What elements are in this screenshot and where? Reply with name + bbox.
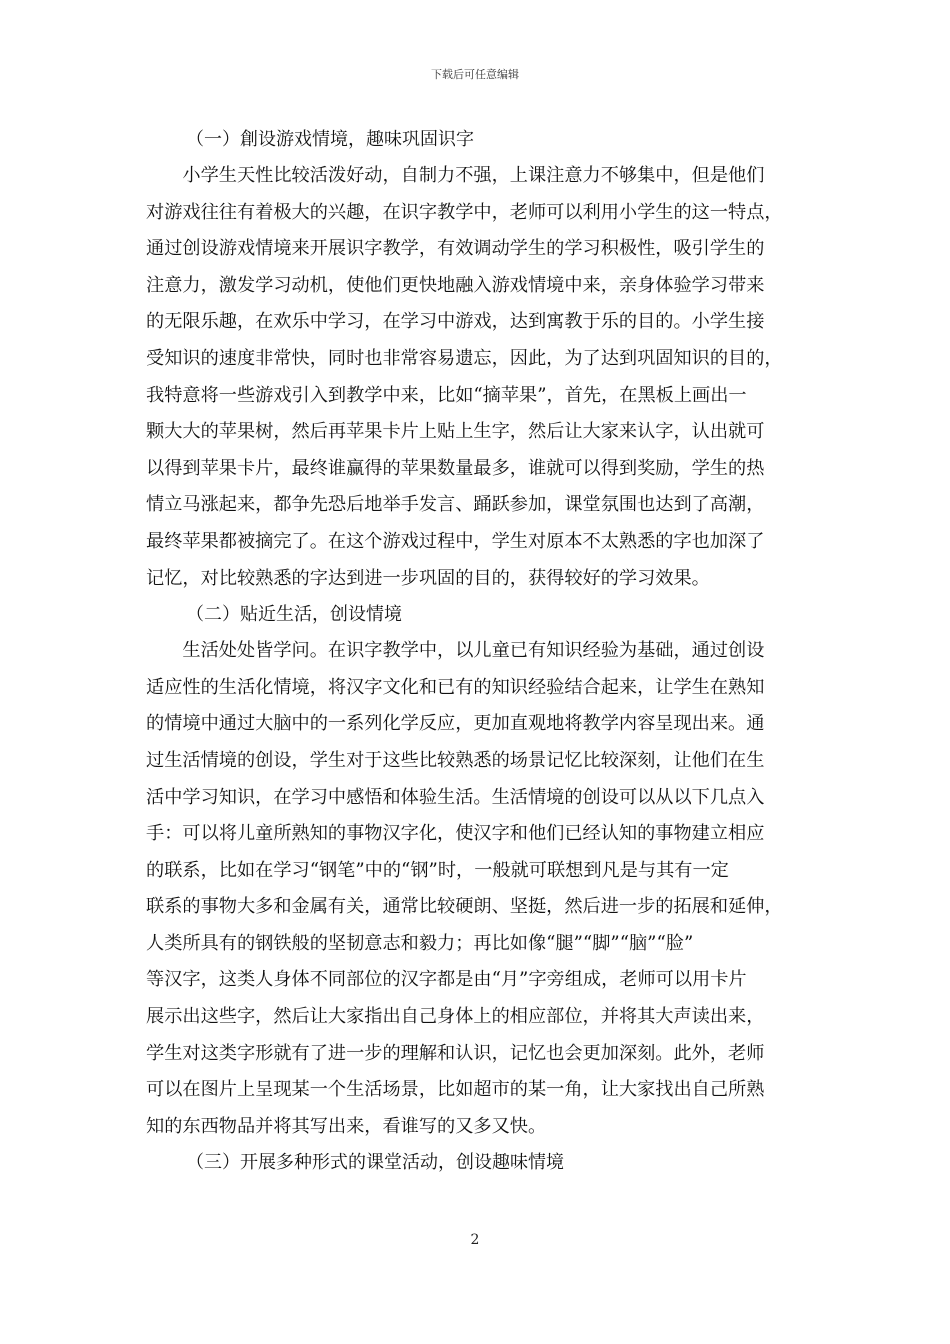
text-line: 最终苹果都被摘完了。在这个游戏过程中，学生对原本不太熟悉的字也加深了 [146,530,765,552]
section-heading-1: （一）創设游戏情境，趣味巩固识字 [186,129,474,150]
text-line: 等汉字，这类人身体不同部位的汉字都是由“月”字旁组成，老师可以用卡片 [146,969,747,991]
section-paragraph-2 [146,633,806,1145]
page-header: 下载后可任意编辑 [431,68,519,81]
text-line: 对游戏往往有着极大的兴趣，在识字教学中，老师可以利用小学生的这一特点， [146,201,783,223]
text-line: 的无限乐趣，在欢乐中学习，在学习中游戏，达到寓教于乐的目的。小学生接 [146,311,765,333]
text-line: 小学生天性比较活泼好动，自制力不强，上课注意力不够集中，但是他们 [182,165,765,186]
text-line: 过生活情境的创设，学生对于这些比较熟悉的场景记忆比较深刻，让他们在生 [146,749,765,771]
text-line: 受知识的速度非常快，同时也非常容易遗忘，因此，为了达到巩固知识的目的， [146,347,783,369]
text-line: 以得到苹果卡片，最终谁赢得的苹果数量最多，谁就可以得到奖励，学生的热 [146,457,765,479]
text-line: 手：可以将儿童所熟知的事物汉字化，使汉字和他们已经认知的事物建立相应 [146,823,765,845]
text-line: 的情境中通过大脑中的一系列化学反应，更加直观地将教学内容呈现出来。通 [146,713,765,735]
document-body [146,122,806,1181]
text-line: 的联系，比如在学习“钢笔”中的“钢”时，一般就可联想到凡是与其有一定 [146,859,729,881]
section-heading-3: （三）开展多种形式的课堂活动，创设趣味情境 [186,1152,564,1174]
text-line: 记忆，对比较熟悉的字达到进一步巩固的目的，获得较好的学习效果。 [146,567,710,589]
section-paragraph-1 [146,158,806,597]
text-line: 生活处处皆学问。在识字教学中，以儿童已有知识经验为基础，通过创设 [182,640,765,662]
text-line: 情立马涨起来，都争先恐后地举手发言、踊跃参加，课堂氛围也达到了高潮， [146,494,765,516]
text-line: 注意力，激发学习动机，使他们更快地融入游戏情境中来，亲身体验学习带来 [146,274,765,296]
text-line: 通过创设游戏情境来开展识字教学，有效调动学生的学习积极性，吸引学生的 [146,238,765,260]
text-line: 颗大大的苹果树，然后再苹果卡片上贴上生字，然后让大家来认字，认出就可 [146,421,765,443]
text-line: 展示出这些字，然后让大家指出自己身体上的相应部位，并将其大声读出来， [146,1006,765,1028]
text-line: 活中学习知识，在学习中感悟和体验生活。生活情境的创设可以从以下几点入 [146,786,765,808]
text-line: 可以在图片上呈现某一个生活场景，比如超市的某一角，让大家找出自己所熟 [146,1079,765,1101]
page-number: 2 [470,1232,480,1248]
text-line: 联系的事物大多和金属有关，通常比较硬朗、坚挺，然后进一步的拓展和延伸， [146,896,783,918]
section-heading-2: （二）贴近生活，创设情境 [186,604,402,626]
text-line: 人类所具有的钢铁般的坚韧意志和毅力；再比如像“腿”“脚”“脑”“脸” [146,932,694,954]
text-line: 学生对这类字形就有了进一步的理解和认识，记忆也会更加深刻。此外，老师 [146,1042,765,1064]
text-line: 知的东西物品并将其写出来，看谁写的又多又快。 [146,1115,547,1137]
text-line: 适应性的生活化情境，将汉字文化和已有的知识经验结合起来，让学生在熟知 [146,676,765,698]
text-line: 我特意将一些游戏引入到教学中来，比如“摘苹果”，首先，在黑板上画出一 [146,384,747,406]
